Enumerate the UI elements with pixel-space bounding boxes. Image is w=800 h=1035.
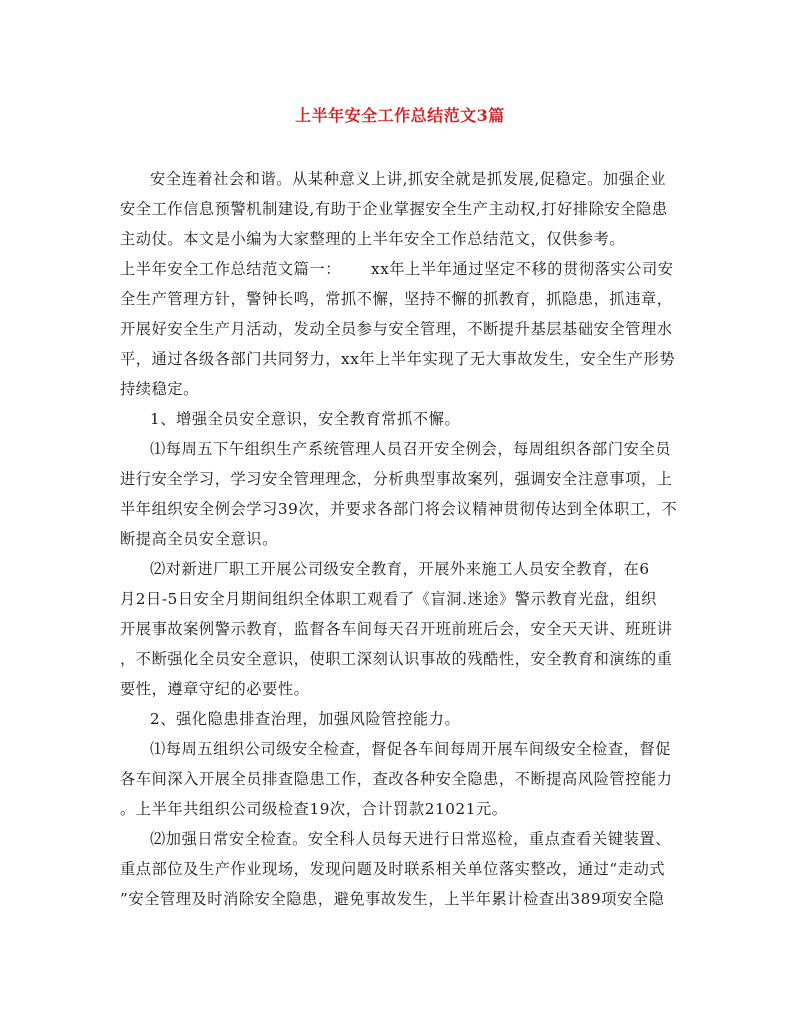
paragraph-line: 月2日-5日安全月期间组织全体职工观看了《盲洞.迷途》警示教育光盘，组织 (120, 590, 657, 608)
document-body (120, 164, 682, 914)
subheading: 1、增强全员安全意识，安全教育常抓不懈。 (150, 410, 461, 428)
paragraph-line: 持续稳定。 (120, 380, 199, 398)
section-heading: 上半年安全工作总结范文篇一： (120, 260, 342, 278)
document-title: 上半年安全工作总结范文3篇 (295, 106, 505, 125)
paragraph-line: ⑴每周五组织公司级安全检查，督促各车间每周开展车间级安全检查，督促 (150, 740, 671, 758)
paragraph-line: 平，通过各级各部门共同努力，xx年上半年实现了无大事故发生，安全生产形势 (120, 350, 676, 368)
paragraph-line: ⑵对新进厂职工开展公司级安全教育，开展外来施工人员安全教育，在6 (150, 560, 650, 578)
subheading: 2、强化隐患排查治理，加强风险管控能力。 (150, 710, 461, 728)
paragraph-line: 开展事故案例警示教育，监督各车间每天召开班前班后会，安全天天讲、班班讲 (120, 620, 673, 638)
paragraph-line: 主动仗。本文是小编为大家整理的上半年安全工作总结范文，仅供参考。 (120, 230, 626, 248)
paragraph-line: ⑵加强日常安全检查。安全科人员每天进行日常巡检，重点查看关键装置、 (150, 830, 671, 848)
paragraph-line: 进行安全学习，学习安全管理理念，分析典型事故案列，强调安全注意事项，上 (120, 470, 673, 488)
paragraph-line: 重点部位及生产作业现场，发现问题及时联系相关单位落实整改，通过“走动式 (120, 860, 666, 878)
paragraph-line: 安全连着社会和谐。从某种意义上讲,抓安全就是抓发展,促稳定。加强企业 (150, 170, 667, 188)
paragraph-line: 开展好安全生产月活动，发动全员参与安全管理，不断提升基层基础安全管理水 (120, 320, 673, 338)
paragraph-line: 半年组织安全例会学习39次，并要求各部门将会议精神贯彻传达到全体职工，不 (120, 500, 678, 518)
paragraph-line: 断提高全员安全意识。 (120, 530, 278, 548)
paragraph-text: xx年上半年通过坚定不移的贯彻落实公司安 (371, 260, 674, 278)
paragraph-line: ”安全管理及时消除安全隐患，避免事故发生，上半年累计检查出389项安全隐 (120, 890, 665, 908)
paragraph-line: 各车间深入开展全员排查隐患工作，查改各种安全隐患，不断提高风险管控能力 (120, 770, 673, 788)
paragraph-line: ⑴每周五下午组织生产系统管理人员召开安全例会，每周组织各部门安全员 (150, 440, 671, 458)
paragraph-line: 全生产管理方针，警钟长鸣，常抓不懈，坚持不懈的抓教育，抓隐患，抓违章， (120, 290, 673, 308)
paragraph-line: 要性，遵章守纪的必要性。 (120, 680, 310, 698)
paragraph-line-with-heading (120, 254, 682, 284)
paragraph-line: 。上半年共组织公司级检查19次，合计罚款21021元。 (120, 800, 508, 818)
paragraph-line: 安全工作信息预警机制建设,有助于企业掌握安全生产主动权,打好排除安全隐患 (120, 200, 668, 218)
paragraph-line: ，不断强化全员安全意识，使职工深刻认识事故的残酷性，安全教育和演练的重 (120, 650, 673, 668)
